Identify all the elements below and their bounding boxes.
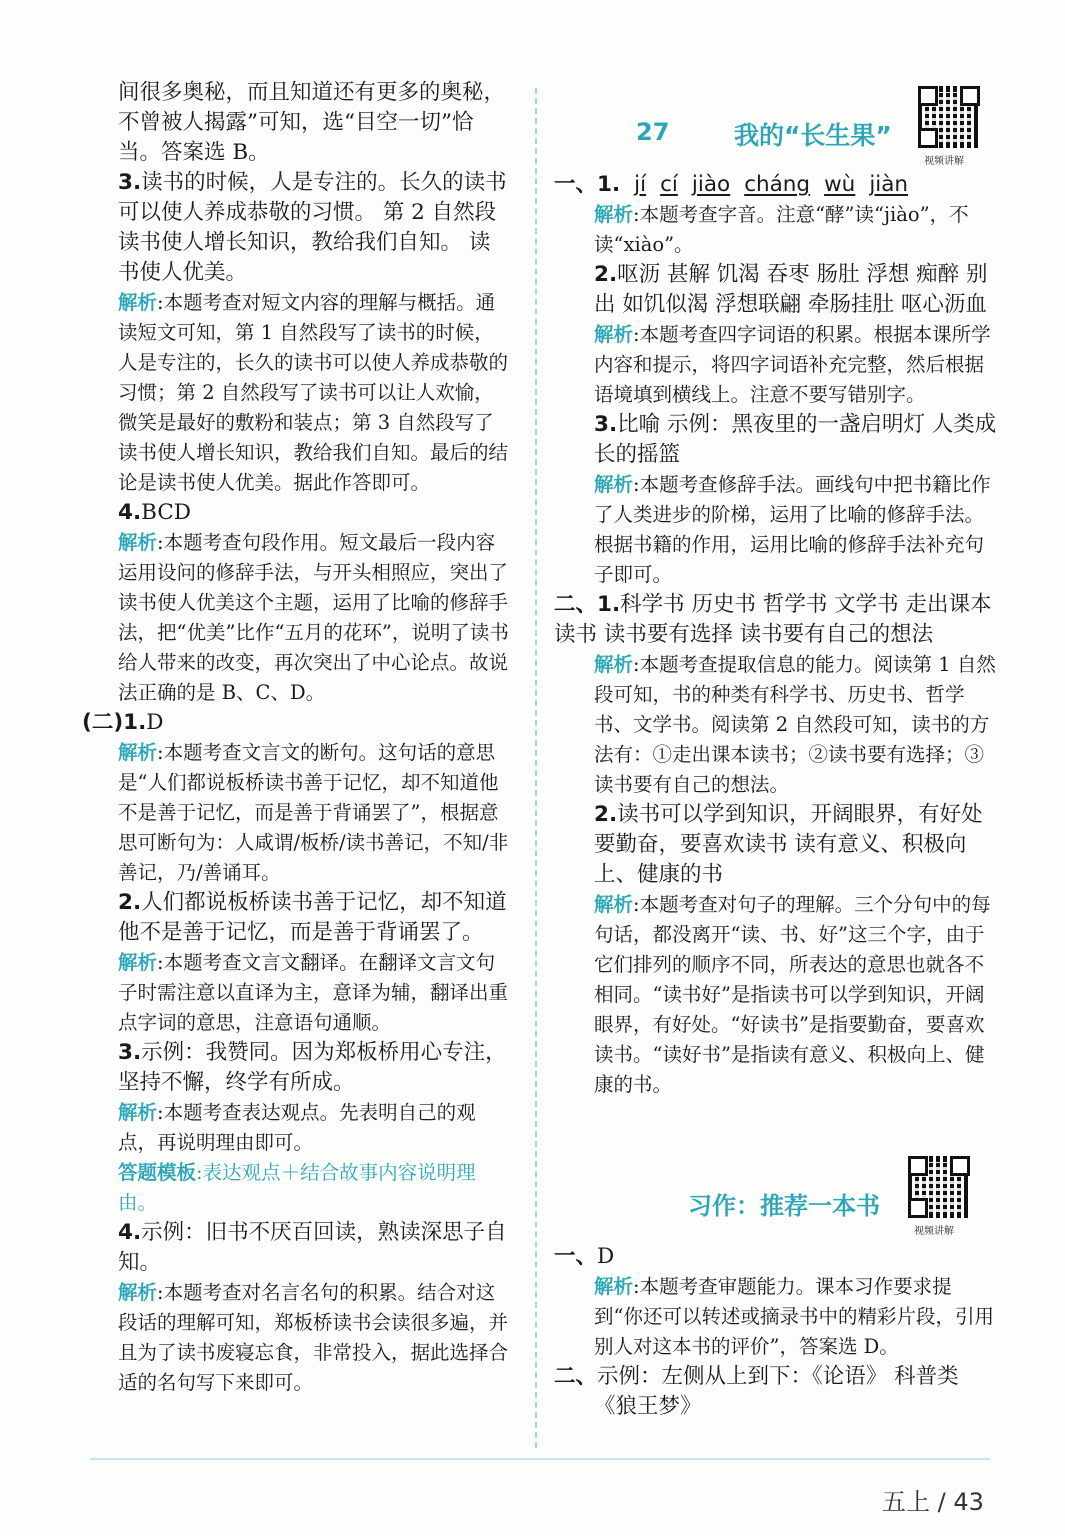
question-number: 2. (118, 890, 142, 915)
answer-text: 读书的时候，人是专注的。长久的读书可以使人养成恭敬的习惯。 第 2 自然段 读书使人增长知识，教给我们自知。 读书使人优美。 (118, 170, 507, 285)
analysis-text: :本题考查修辞手法。画线句中把书籍比作了人类进步的阶梯，运用了比喻的修辞手法。根据书籍的作用，运用比喻的修辞手法补充句子即可。 (594, 473, 991, 586)
pinyin-row (554, 170, 1000, 200)
question-number: 1. (123, 710, 147, 735)
answer-text: D (597, 1244, 615, 1269)
section-label: 一、 (554, 172, 598, 197)
answer-xz1 (554, 1242, 1000, 1272)
question-number: 3. (118, 1040, 142, 1065)
analysis-q4 (118, 528, 510, 708)
answer-text: 科学书 历史书 哲学书 文学书 走出课本读书 读书要有选择 读书要有自己的想法 (554, 592, 992, 647)
pinyin-answer: jiàn (869, 172, 909, 197)
analysis-text: :本题考查文言文的断句。这句话的意思是“人们都说板桥读书善于记忆，却不知道他不是善于记忆，而是善于背诵罢了”，根据意思可断句为：人咸谓/板桥/读书善记，不知/非善记，乃/善诵耳。 (118, 741, 509, 884)
analysis-s2q3 (118, 1098, 510, 1158)
analysis-s2q1 (118, 738, 510, 888)
qr-code-icon[interactable] (908, 1156, 970, 1218)
answer-xz2 (554, 1362, 1000, 1392)
pinyin-answer: cí (660, 172, 678, 197)
text-line: 不曾被人揭露”可知，选“目空一切”恰 (118, 110, 474, 135)
answer-text: 比喻 示例：黑夜里的一盏启明灯 人类成长的摇篮 (594, 412, 997, 467)
question-number: 3. (594, 412, 618, 437)
analysis-text: :本题考查提取信息的能力。阅读第 1 自然段可知，书的种类有科学书、历史书、哲学书、文学书。阅读第 2 自然段可知，读书的方法有：①走出课本读书；②读书要有选择；③读书要有自己的想法。 (594, 653, 996, 796)
question-number: 2. (594, 262, 618, 287)
writing-answers (554, 1242, 1000, 1422)
analysis-text: :本题考查字音。注意“酵”读“jiào”，不读“xiào”。 (594, 203, 969, 256)
qr-code-icon[interactable] (918, 86, 980, 148)
column-divider (535, 88, 537, 1448)
question-number: 4. (118, 500, 142, 525)
analysis-s2q4 (118, 1278, 510, 1398)
writing-title: 习作：推荐一本书 (688, 1192, 880, 1220)
analysis-label: 解析 (594, 323, 634, 346)
page-number: 五上 / 43 (882, 1488, 984, 1516)
analysis-label: 解析 (118, 291, 158, 314)
analysis-text: :本题考查对短文内容的理解与概括。通读短文可知，第 1 自然段写了读书的时候，人是专注的，长久的读书可以使人养成恭敬的习惯；第 2 自然段写了读书可以让人欢愉，微笑是最好的敷粉和装点；第 3 自然段写了读书使人增长知识，教给我们自知。最后的结论是读书使人优美。据此作答即可。 (118, 291, 509, 494)
analysis-s2q2 (118, 948, 510, 1038)
analysis-label: 解析 (118, 531, 158, 554)
answer-s2q2 (118, 888, 510, 948)
left-column (82, 78, 510, 1398)
analysis-text: :本题考查对名言名句的积累。结合对这段话的理解可知，郑板桥读书会读很多遍，并且为了读书废寝忘食，非常投入，据此选择合适的名句写下来即可。 (118, 1281, 509, 1394)
analysis-xz1 (594, 1272, 1000, 1362)
right-column (554, 170, 1000, 1100)
analysis-q3 (118, 288, 510, 498)
text-line: 间很多奥秘，而且知道还有更多的奥秘， (118, 80, 506, 105)
pinyin-answer: wù (824, 172, 856, 197)
text-line: 当。答案选 B。 (118, 140, 270, 165)
analysis-label: 解析 (594, 653, 634, 676)
analysis-r2q2 (594, 890, 1000, 1100)
analysis-text: :本题考查文言文翻译。在翻译文言文句子时需注意以直译为主，意译为辅，翻译出重点字词的意思，注意语句通顺。 (118, 951, 509, 1034)
answer-text: 呕沥 甚解 饥渴 吞枣 肠肚 浮想 痴醉 别出 如饥似渴 浮想联翩 牵肠挂肚 呕心沥血 (594, 262, 988, 317)
question-number: 1. (597, 592, 621, 617)
answer-q4 (118, 498, 510, 528)
footer-rule (90, 1458, 990, 1460)
qr-caption: 视频讲解 (924, 156, 964, 167)
pinyin-answer: jiào (691, 172, 731, 197)
section-label: 一、 (554, 1244, 598, 1269)
question-number: 2. (594, 802, 618, 827)
qr-caption: 视频讲解 (914, 1226, 954, 1237)
answer-text: 示例：旧书不厌百回读，熟读深思子自知。 (118, 1220, 507, 1275)
analysis-r1q2 (594, 320, 1000, 410)
lesson-number: 27 (636, 118, 670, 146)
answer-text: BCD (141, 500, 192, 525)
analysis-text: :本题考查四字词语的积累。根据本课所学内容和提示，将四字词语补充完整，然后根据语境填到横线上。注意不要写错别字。 (594, 323, 991, 406)
lesson-title: 我的“长生果” (734, 121, 892, 150)
answer-q3 (118, 168, 510, 288)
analysis-r1q3 (594, 470, 1000, 590)
answer-text: 人们都说板桥读书善于记忆，却不知道他不是善于记忆，而是善于背诵罢了。 (118, 890, 507, 945)
question-number: 3. (118, 170, 142, 195)
analysis-label: 解析 (594, 203, 634, 226)
answer-s2q4 (118, 1218, 510, 1278)
pinyin-answer: cháng (744, 172, 811, 197)
section-two-q1 (82, 708, 510, 738)
analysis-text: :本题考查表达观点。先表明自己的观点，再说明理由即可。 (118, 1101, 476, 1154)
template-label: 答题模板 (118, 1161, 197, 1184)
analysis-r1q1 (594, 200, 1000, 260)
answer-s2q3 (118, 1038, 510, 1098)
analysis-r2q1 (594, 650, 1000, 800)
answer-r2q2 (594, 800, 1000, 890)
answer-r1q3 (594, 410, 1000, 470)
section-label: 二、 (554, 1364, 598, 1389)
answer-text: 读书可以学到知识，开阔眼界，有好处 要勤奋，要喜欢读书 读有意义、积极向上、健康的书 (594, 802, 983, 887)
template-text: :表达观点＋结合故事内容说明理由。 (118, 1161, 476, 1214)
analysis-label: 解析 (118, 951, 158, 974)
analysis-label: 解析 (118, 741, 158, 764)
template-s2q3 (118, 1158, 510, 1218)
analysis-label: 解析 (594, 893, 634, 916)
analysis-label: 解析 (118, 1101, 158, 1124)
answer-xz2-b: 《狼王梦》 (594, 1394, 702, 1419)
analysis-text: :本题考查审题能力。课本习作要求提到“你还可以转述或摘录书中的精彩片段，引用别人对这本书的评价”，答案选 D。 (594, 1275, 994, 1358)
analysis-text: :本题考查句段作用。短文最后一段内容运用设问的修辞手法，与开头相照应，突出了读书使人优美这个主题，运用了比喻的修辞手法，把“优美”比作“五月的花环”，说明了读书给人带来的改变，再次突出了中心论点。故说法正确的是 B、C、D。 (118, 531, 509, 704)
analysis-text: :本题考查对句子的理解。三个分句中的每句话，都没离开“读、书、好”这三个字，由于它们排列的顺序不同，所表达的意思也就各不相同。“读书好”是指读书可以学到知识，开阔眼界，有好处。“好读书”是指要勤奋，要喜欢读书。“读好书”是指读有意义、积极向上、健康的书。 (594, 893, 991, 1096)
analysis-label: 解析 (118, 1281, 158, 1304)
analysis-label: 解析 (594, 1275, 634, 1298)
section-label: (二) (82, 710, 124, 735)
answer-text: 示例：我赞同。因为郑板桥用心专注，坚持不懈，终学有所成。 (118, 1040, 507, 1095)
section-label: 二、 (554, 592, 598, 617)
answer-r2q1 (554, 590, 1000, 650)
question-number: 1. (597, 172, 621, 197)
analysis-label: 解析 (594, 473, 634, 496)
pinyin-answer: jí (634, 172, 647, 197)
question-number: 4. (118, 1220, 142, 1245)
answer-text: D (146, 710, 164, 735)
answer-r1q2 (594, 260, 1000, 320)
answer-text: 示例：左侧从上到下：《论语》 科普类 (597, 1364, 959, 1389)
